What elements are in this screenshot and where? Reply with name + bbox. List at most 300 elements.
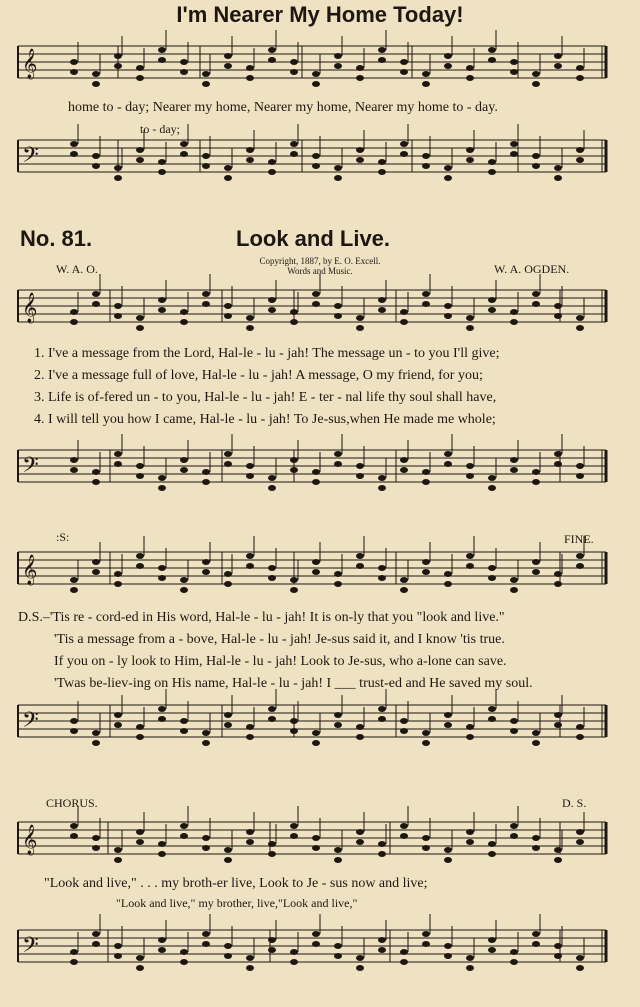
note-head xyxy=(444,712,452,718)
note-head xyxy=(378,475,386,481)
note-head xyxy=(114,461,122,467)
bass-clef-icon: 𝄢 xyxy=(22,933,39,963)
note-head xyxy=(70,457,78,463)
note-head xyxy=(444,165,452,171)
note-head xyxy=(510,949,518,955)
note-head xyxy=(268,297,276,303)
note-head xyxy=(136,463,144,469)
note-head xyxy=(136,315,144,321)
note-head xyxy=(356,157,364,163)
note-head xyxy=(136,724,144,730)
note-head xyxy=(158,307,166,313)
note-head xyxy=(466,563,474,569)
verse-3: 3. Life is of-fered un - to you, Hal-le - lu - jah! E - ter - nal life thy soul shall have, xyxy=(34,390,497,405)
note-head xyxy=(224,53,232,59)
note-head xyxy=(202,931,210,937)
chorus-label: CHORUS. xyxy=(46,796,98,810)
note-head xyxy=(532,153,540,159)
note-head xyxy=(488,159,496,165)
note-head xyxy=(268,57,276,63)
note-head xyxy=(290,319,298,325)
note-head xyxy=(488,841,496,847)
note-head xyxy=(114,571,122,577)
note-head xyxy=(180,823,188,829)
note-head xyxy=(444,857,452,863)
note-head xyxy=(554,313,562,319)
note-head xyxy=(114,175,122,181)
note-head xyxy=(466,315,474,321)
note-head xyxy=(444,53,452,59)
note-head xyxy=(422,740,430,746)
note-head xyxy=(554,53,562,59)
note-head xyxy=(92,931,100,937)
note-head xyxy=(532,559,540,565)
note-head xyxy=(136,829,144,835)
note-head xyxy=(92,301,100,307)
note-head xyxy=(488,706,496,712)
note-head xyxy=(334,63,342,69)
note-head xyxy=(334,857,342,863)
note-head xyxy=(488,47,496,53)
note-head xyxy=(158,841,166,847)
note-head xyxy=(158,947,166,953)
note-head xyxy=(92,730,100,736)
note-head xyxy=(400,959,408,965)
note-head xyxy=(268,575,276,581)
note-head xyxy=(180,959,188,965)
note-head xyxy=(334,461,342,467)
note-head xyxy=(422,559,430,565)
note-head xyxy=(378,565,386,571)
note-head xyxy=(246,147,254,153)
note-head xyxy=(466,65,474,71)
note-head xyxy=(334,581,342,587)
note-head xyxy=(356,965,364,971)
treble-clef-icon: 𝄞 xyxy=(22,555,38,585)
note-head xyxy=(488,57,496,63)
note-head xyxy=(224,712,232,718)
note-head xyxy=(400,309,408,315)
note-head xyxy=(444,571,452,577)
note-head xyxy=(422,569,430,575)
copyright xyxy=(200,256,440,276)
note-head xyxy=(466,734,474,740)
note-head xyxy=(180,319,188,325)
note-head xyxy=(268,307,276,313)
note-head xyxy=(532,469,540,475)
note-head xyxy=(202,71,210,77)
note-head xyxy=(488,851,496,857)
note-head xyxy=(246,473,254,479)
note-head xyxy=(510,833,518,839)
bass-clef-icon: 𝄢 xyxy=(22,453,39,483)
note-head xyxy=(268,485,276,491)
note-head xyxy=(158,575,166,581)
note-head xyxy=(180,69,188,75)
note-head xyxy=(444,581,452,587)
note-head xyxy=(378,57,386,63)
note-head xyxy=(422,941,430,947)
note-head xyxy=(400,69,408,75)
note-head xyxy=(92,291,100,297)
note-head xyxy=(400,141,408,147)
note-head xyxy=(312,81,320,87)
note-head xyxy=(532,845,540,851)
note-head xyxy=(356,839,364,845)
note-head xyxy=(290,577,298,583)
note-head xyxy=(400,949,408,955)
note-head xyxy=(268,706,276,712)
note-head xyxy=(114,847,122,853)
note-head xyxy=(554,712,562,718)
note-head xyxy=(246,563,254,569)
note-head xyxy=(488,937,496,943)
note-head xyxy=(114,313,122,319)
music-credit: W. A. OGDEN. xyxy=(494,262,570,276)
top-hymn-lyrics: home to - day; Nearer my home, Nearer my home, Nearer my home to - day. xyxy=(68,100,498,115)
note-head xyxy=(224,165,232,171)
note-head xyxy=(158,851,166,857)
note-head xyxy=(114,953,122,959)
note-head xyxy=(378,947,386,953)
note-head xyxy=(356,75,364,81)
note-head xyxy=(246,734,254,740)
note-head xyxy=(202,730,210,736)
note-head xyxy=(554,571,562,577)
note-head xyxy=(92,941,100,947)
note-head xyxy=(488,575,496,581)
note-head xyxy=(444,722,452,728)
note-head xyxy=(158,47,166,53)
note-head xyxy=(114,712,122,718)
note-head xyxy=(180,577,188,583)
note-head xyxy=(312,845,320,851)
note-head xyxy=(70,823,78,829)
note-head xyxy=(70,309,78,315)
note-head xyxy=(400,467,408,473)
note-head xyxy=(356,325,364,331)
note-head xyxy=(532,931,540,937)
note-head xyxy=(70,141,78,147)
note-head xyxy=(466,147,474,153)
note-head xyxy=(290,467,298,473)
treble-clef-icon: 𝄞 xyxy=(22,49,38,79)
chorus-echo-lyrics: "Look and live," my brother, live,"Look and live," xyxy=(116,896,358,910)
note-head xyxy=(136,147,144,153)
note-head xyxy=(158,169,166,175)
note-head xyxy=(268,841,276,847)
bass-clef-icon: 𝄢 xyxy=(22,143,39,173)
note-head xyxy=(378,485,386,491)
note-head xyxy=(114,943,122,949)
note-head xyxy=(510,151,518,157)
note-head xyxy=(202,163,210,169)
note-head xyxy=(378,47,386,53)
note-head xyxy=(378,575,386,581)
note-head xyxy=(312,835,320,841)
note-head xyxy=(312,291,320,297)
note-head xyxy=(444,461,452,467)
note-head xyxy=(488,169,496,175)
note-head xyxy=(312,469,320,475)
chorus-lyrics: "Look and live," . . . my broth-er live, Look to Je - sus now and live; xyxy=(44,876,428,891)
note-head xyxy=(510,577,518,583)
note-head xyxy=(136,734,144,740)
note-head xyxy=(576,65,584,71)
note-head xyxy=(224,571,232,577)
note-head xyxy=(510,728,518,734)
note-head xyxy=(136,563,144,569)
note-head xyxy=(92,569,100,575)
note-head xyxy=(202,845,210,851)
note-head xyxy=(510,59,518,65)
note-head xyxy=(92,740,100,746)
note-head xyxy=(532,835,540,841)
note-head xyxy=(158,716,166,722)
note-head xyxy=(180,718,188,724)
note-head xyxy=(70,949,78,955)
note-head xyxy=(92,845,100,851)
note-head xyxy=(158,937,166,943)
top-hymn-title: I'm Nearer My Home Today! xyxy=(176,2,464,27)
note-head xyxy=(554,451,562,457)
note-head xyxy=(554,722,562,728)
note-head xyxy=(466,157,474,163)
note-head xyxy=(290,587,298,593)
note-head xyxy=(202,479,210,485)
note-head xyxy=(576,955,584,961)
note-head xyxy=(466,724,474,730)
note-head xyxy=(532,291,540,297)
note-head xyxy=(202,153,210,159)
note-head xyxy=(180,309,188,315)
note-head xyxy=(400,457,408,463)
note-head xyxy=(532,569,540,575)
note-head xyxy=(400,823,408,829)
note-head xyxy=(422,301,430,307)
note-head xyxy=(356,563,364,569)
note-head xyxy=(114,857,122,863)
note-head xyxy=(400,728,408,734)
note-head xyxy=(356,553,364,559)
note-head xyxy=(488,475,496,481)
note-head xyxy=(334,313,342,319)
note-head xyxy=(532,301,540,307)
note-head xyxy=(246,829,254,835)
note-head xyxy=(290,949,298,955)
note-head xyxy=(510,319,518,325)
note-head xyxy=(224,722,232,728)
note-head xyxy=(422,163,430,169)
note-head xyxy=(312,569,320,575)
note-head xyxy=(576,734,584,740)
note-head xyxy=(136,473,144,479)
note-head xyxy=(554,461,562,467)
note-head xyxy=(576,325,584,331)
note-head xyxy=(378,297,386,303)
note-head xyxy=(378,307,386,313)
note-head xyxy=(532,730,540,736)
note-head xyxy=(312,71,320,77)
note-head xyxy=(378,716,386,722)
note-head xyxy=(576,75,584,81)
note-head xyxy=(444,847,452,853)
note-head xyxy=(268,565,276,571)
note-head xyxy=(422,153,430,159)
note-head xyxy=(576,147,584,153)
note-head xyxy=(114,53,122,59)
note-head xyxy=(224,943,232,949)
note-head xyxy=(444,313,452,319)
note-head xyxy=(334,451,342,457)
note-head xyxy=(312,479,320,485)
note-head xyxy=(224,303,232,309)
note-head xyxy=(510,141,518,147)
note-head xyxy=(180,949,188,955)
note-head xyxy=(576,563,584,569)
note-head xyxy=(356,65,364,71)
note-head xyxy=(400,319,408,325)
note-head xyxy=(576,965,584,971)
note-head xyxy=(158,565,166,571)
note-head xyxy=(158,57,166,63)
note-head xyxy=(136,955,144,961)
note-head xyxy=(510,959,518,965)
note-head xyxy=(246,325,254,331)
note-head xyxy=(356,829,364,835)
note-head xyxy=(554,857,562,863)
note-head xyxy=(246,955,254,961)
note-head xyxy=(202,740,210,746)
treble-clef-icon: 𝄞 xyxy=(22,293,38,323)
note-head xyxy=(114,303,122,309)
note-head xyxy=(466,829,474,835)
note-head xyxy=(92,559,100,565)
note-head xyxy=(488,297,496,303)
note-head xyxy=(334,571,342,577)
note-head xyxy=(532,163,540,169)
note-head xyxy=(334,712,342,718)
note-head xyxy=(510,309,518,315)
note-head xyxy=(290,141,298,147)
note-head xyxy=(400,151,408,157)
note-head xyxy=(290,718,298,724)
note-head xyxy=(70,59,78,65)
note-head xyxy=(576,157,584,163)
note-head xyxy=(114,451,122,457)
note-head xyxy=(290,69,298,75)
note-head xyxy=(92,479,100,485)
ds-line-4: 'Twas be-liev-ing on His name, Hal-le - lu - jah! I ___ trust-ed and He saved my soul. xyxy=(54,676,533,691)
note-head xyxy=(290,457,298,463)
note-head xyxy=(554,847,562,853)
note-head xyxy=(400,833,408,839)
note-head xyxy=(312,153,320,159)
note-head xyxy=(224,581,232,587)
note-head xyxy=(422,730,430,736)
note-head xyxy=(290,151,298,157)
note-head xyxy=(400,59,408,65)
note-head xyxy=(510,587,518,593)
note-head xyxy=(180,151,188,157)
note-head xyxy=(290,959,298,965)
note-head xyxy=(532,71,540,77)
note-head xyxy=(224,461,232,467)
note-head xyxy=(554,175,562,181)
note-head xyxy=(422,81,430,87)
treble-clef-icon: 𝄞 xyxy=(22,825,38,855)
segno-mark: :S: xyxy=(56,530,70,544)
note-head xyxy=(554,63,562,69)
note-head xyxy=(224,313,232,319)
note-head xyxy=(576,839,584,845)
note-head xyxy=(290,728,298,734)
note-head xyxy=(202,569,210,575)
note-head xyxy=(290,59,298,65)
note-head xyxy=(444,175,452,181)
note-head xyxy=(510,718,518,724)
note-head xyxy=(576,473,584,479)
note-head xyxy=(422,291,430,297)
note-head xyxy=(136,553,144,559)
note-head xyxy=(356,315,364,321)
note-head xyxy=(70,718,78,724)
note-head xyxy=(312,931,320,937)
note-head xyxy=(180,587,188,593)
note-head xyxy=(312,941,320,947)
note-head xyxy=(378,706,386,712)
note-head xyxy=(70,728,78,734)
note-head xyxy=(224,857,232,863)
note-head xyxy=(70,587,78,593)
words-credit: W. A. O. xyxy=(56,262,98,276)
note-head xyxy=(466,75,474,81)
note-head xyxy=(70,319,78,325)
note-head xyxy=(444,953,452,959)
verse-2: 2. I've a message full of love, Hal-le - lu - jah! A message, O my friend, for you; xyxy=(34,368,483,383)
note-head xyxy=(70,577,78,583)
fine-mark: FINE. xyxy=(564,532,594,546)
note-head xyxy=(246,839,254,845)
note-head xyxy=(312,301,320,307)
note-head xyxy=(136,65,144,71)
note-head xyxy=(268,947,276,953)
note-head xyxy=(136,965,144,971)
note-head xyxy=(488,947,496,953)
note-head xyxy=(114,63,122,69)
note-head xyxy=(444,303,452,309)
note-head xyxy=(180,457,188,463)
note-head xyxy=(202,559,210,565)
note-head xyxy=(488,716,496,722)
hymn-number: No. 81. xyxy=(20,226,93,251)
note-head xyxy=(378,841,386,847)
note-head xyxy=(510,69,518,75)
note-head xyxy=(334,303,342,309)
copyright-line-2: Words and Music. xyxy=(287,266,353,276)
note-head xyxy=(356,473,364,479)
note-head xyxy=(488,485,496,491)
note-head xyxy=(136,325,144,331)
note-head xyxy=(268,47,276,53)
note-head xyxy=(576,315,584,321)
note-head xyxy=(202,301,210,307)
ds-line-1: D.S.–'Tis re - cord-ed in His word, Hal-le - lu - jah! It is on-ly that you "look and live." xyxy=(18,610,505,625)
ds-label: D. S. xyxy=(562,796,587,810)
bass-clef-icon: 𝄢 xyxy=(22,708,39,738)
note-head xyxy=(356,955,364,961)
note-head xyxy=(334,165,342,171)
